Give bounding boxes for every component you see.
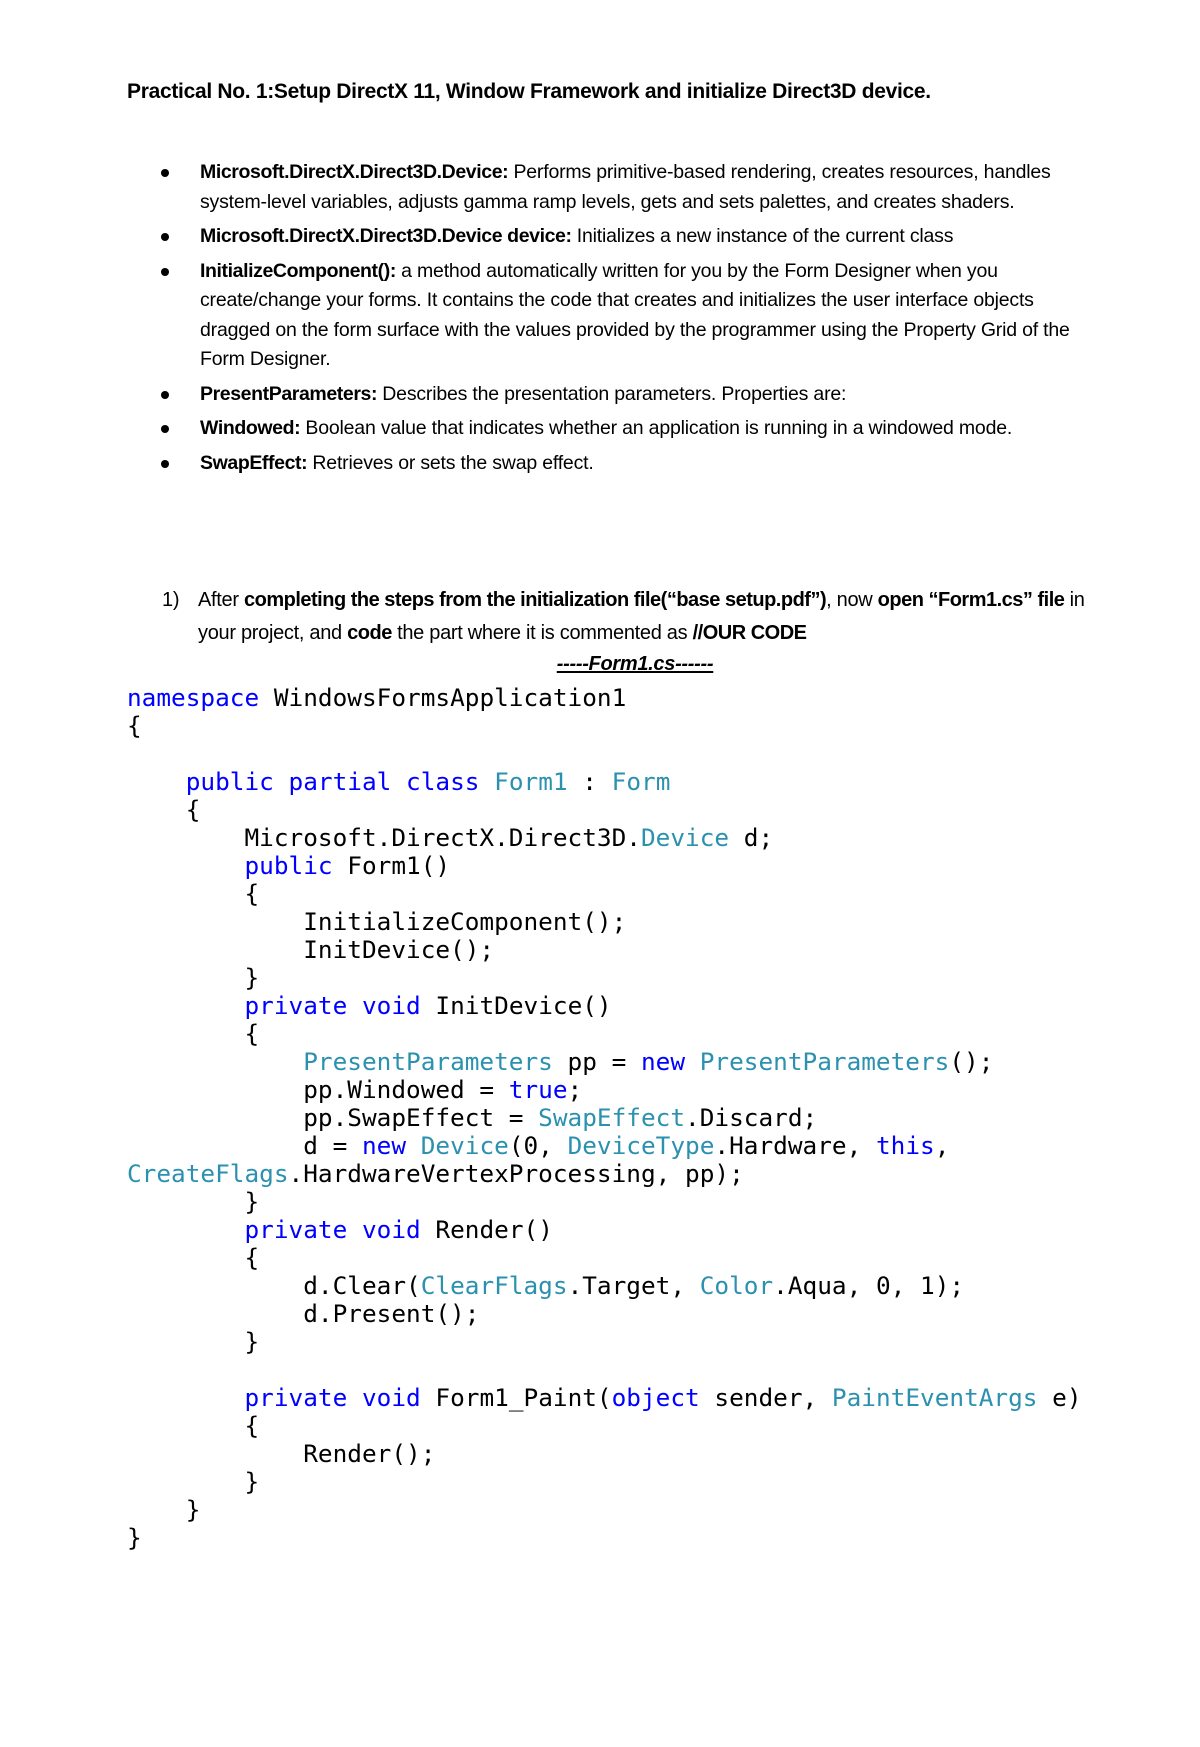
code-line bbox=[127, 852, 1082, 880]
code-keyword: void bbox=[361, 1215, 421, 1244]
code-text bbox=[127, 767, 186, 796]
code-line bbox=[127, 740, 1082, 768]
code-text bbox=[479, 767, 494, 796]
bullet-description: Describes the presentation parameters. Properties are: bbox=[377, 382, 847, 405]
definition-list bbox=[160, 158, 1080, 483]
code-keyword: public bbox=[185, 767, 274, 796]
step-text bbox=[162, 584, 1092, 650]
bullet-description: Performs primitive-based rendering, creates resources, handles system-level variables, adjusts gamma ramp levels, gets and sets palettes, and creates shaders. bbox=[200, 161, 1051, 213]
code-text: : bbox=[567, 767, 612, 796]
code-keyword: this bbox=[875, 1131, 935, 1160]
code-text: WindowsFormsApplication1 bbox=[259, 683, 627, 712]
code-text: Render() bbox=[420, 1215, 553, 1244]
step-text-part: completing the steps from the initialization file(“base setup.pdf”) bbox=[244, 589, 827, 611]
code-line bbox=[127, 936, 1082, 964]
code-keyword: private bbox=[244, 991, 348, 1020]
bullet-term: InitializeComponent(): bbox=[200, 259, 396, 282]
code-line bbox=[127, 1272, 1082, 1300]
bullet-description: a method automatically written for you by the Form Designer when you create/change your forms. It contains the code that creates and initializes the user interface objects dragged on the form surface with the values provided by the programmer using the Property Grid of the Form Designer. bbox=[200, 259, 1070, 370]
bullet-term: Microsoft.DirectX.Direct3D.Device device: bbox=[200, 225, 572, 247]
code-text: { bbox=[127, 1411, 260, 1440]
code-keyword: public bbox=[244, 851, 333, 880]
code-keyword: true bbox=[508, 1075, 568, 1104]
bullet-item bbox=[160, 158, 1080, 217]
code-text bbox=[127, 991, 244, 1020]
code-type: PresentParameters bbox=[303, 1047, 553, 1076]
page-title: Practical No. 1:Setup DirectX 11, Window Framework and initialize Direct3D device. bbox=[127, 80, 931, 103]
code-text bbox=[391, 767, 406, 796]
code-line bbox=[127, 992, 1082, 1020]
code-text: Microsoft.DirectX.Direct3D. bbox=[127, 823, 641, 852]
step-text-part: in your project, and bbox=[198, 589, 1085, 644]
code-keyword: new bbox=[361, 1131, 407, 1160]
bullet-description: Retrieves or sets the swap effect. bbox=[307, 451, 594, 474]
code-keyword: private bbox=[244, 1215, 348, 1244]
code-text: e) bbox=[1037, 1383, 1082, 1412]
code-line bbox=[127, 1188, 1082, 1216]
code-text: Form1() bbox=[332, 851, 451, 880]
code-text: } bbox=[127, 1467, 260, 1496]
code-text: { bbox=[127, 795, 201, 824]
code-keyword: new bbox=[640, 1047, 686, 1076]
code-keyword: private bbox=[244, 1383, 348, 1412]
code-type: CreateFlags bbox=[127, 1159, 289, 1188]
bullet-description: Initializes a new instance of the current class bbox=[571, 225, 954, 247]
bullet-item bbox=[160, 257, 1080, 375]
bullet-dot-icon bbox=[161, 233, 169, 241]
bullet-term: Microsoft.DirectX.Direct3D.Device: bbox=[200, 161, 509, 183]
code-text: pp.Windowed = bbox=[127, 1075, 509, 1104]
code-line bbox=[127, 1468, 1082, 1496]
code-text: .HardwareVertexProcessing, pp); bbox=[288, 1159, 744, 1188]
code-text: d.Present(); bbox=[127, 1299, 480, 1328]
code-text: } bbox=[127, 1523, 142, 1552]
code-text: } bbox=[127, 963, 260, 992]
bullet-term: SwapEffect: bbox=[200, 451, 308, 474]
code-text bbox=[406, 1131, 421, 1160]
code-line bbox=[127, 1132, 1082, 1160]
code-text: } bbox=[127, 1187, 260, 1216]
code-keyword: void bbox=[361, 991, 421, 1020]
code-text: (0, bbox=[508, 1131, 568, 1160]
step-text-part: open “Form1.cs” file bbox=[877, 589, 1065, 611]
bullet-dot-icon bbox=[161, 460, 169, 468]
bullet-item bbox=[160, 449, 1080, 479]
step-number: 1) bbox=[162, 589, 180, 611]
step-text-part: After bbox=[198, 589, 244, 611]
code-text: InitDevice(); bbox=[127, 935, 495, 964]
code-text: pp.SwapEffect = bbox=[127, 1103, 539, 1132]
code-text: pp = bbox=[552, 1047, 641, 1076]
code-text: Render(); bbox=[127, 1439, 436, 1468]
code-text: } bbox=[127, 1495, 201, 1524]
code-keyword: void bbox=[361, 1383, 421, 1412]
code-text: d = bbox=[127, 1131, 362, 1160]
code-text bbox=[127, 1383, 244, 1412]
code-type: Form1 bbox=[494, 767, 568, 796]
code-text: InitializeComponent(); bbox=[127, 907, 627, 936]
code-line bbox=[127, 1496, 1082, 1524]
code-line bbox=[127, 1048, 1082, 1076]
instruction-step bbox=[162, 584, 1092, 650]
bullet-item bbox=[160, 414, 1080, 444]
bullet-item bbox=[160, 380, 1080, 410]
code-line bbox=[127, 1300, 1082, 1328]
code-line bbox=[127, 1440, 1082, 1468]
code-line bbox=[127, 1020, 1082, 1048]
code-text: d.Clear( bbox=[127, 1271, 421, 1300]
code-type: ClearFlags bbox=[420, 1271, 568, 1300]
code-text: ; bbox=[567, 1075, 583, 1104]
code-line bbox=[127, 1076, 1082, 1104]
code-text bbox=[347, 1215, 362, 1244]
step-text-part: the part where it is commented as bbox=[391, 622, 693, 644]
code-type: Device bbox=[640, 823, 730, 852]
code-line bbox=[127, 1412, 1082, 1440]
code-line bbox=[127, 768, 1082, 796]
step-text-part: //OUR CODE bbox=[692, 622, 807, 644]
code-line bbox=[127, 908, 1082, 936]
code-text bbox=[127, 1047, 303, 1076]
code-text: { bbox=[127, 879, 260, 908]
code-type: PresentParameters bbox=[699, 1047, 950, 1076]
code-text bbox=[347, 991, 362, 1020]
code-text: { bbox=[127, 1243, 260, 1272]
code-type: SwapEffect bbox=[538, 1103, 686, 1132]
bullet-dot-icon bbox=[161, 169, 169, 177]
code-text: (); bbox=[949, 1047, 994, 1076]
code-text bbox=[127, 1215, 244, 1244]
code-text: InitDevice() bbox=[420, 991, 612, 1020]
code-text bbox=[274, 767, 289, 796]
code-text bbox=[127, 851, 244, 880]
code-text: , bbox=[934, 1131, 950, 1160]
bullet-dot-icon bbox=[161, 425, 169, 433]
code-line bbox=[127, 796, 1082, 824]
code-text: .Discard; bbox=[685, 1103, 818, 1132]
code-line bbox=[127, 824, 1082, 852]
code-keyword: class bbox=[406, 767, 480, 796]
code-keyword: object bbox=[611, 1383, 700, 1412]
code-text: .Target, bbox=[567, 1271, 700, 1300]
code-text: Form1_Paint( bbox=[420, 1383, 612, 1412]
code-text: .Hardware, bbox=[714, 1131, 876, 1160]
code-text: d; bbox=[729, 823, 774, 852]
code-line bbox=[127, 1216, 1082, 1244]
code-text: sender, bbox=[699, 1383, 832, 1412]
code-line bbox=[127, 1328, 1082, 1356]
code-line bbox=[127, 1160, 1082, 1188]
bullet-item bbox=[160, 222, 1080, 252]
code-text bbox=[685, 1047, 700, 1076]
code-text: { bbox=[127, 711, 142, 740]
bullet-dot-icon bbox=[161, 391, 169, 399]
code-file-label: -----Form1.cs------ bbox=[556, 653, 714, 675]
code-type: PaintEventArgs bbox=[831, 1383, 1038, 1412]
code-text: .Aqua, 0, 1); bbox=[773, 1271, 965, 1300]
code-line bbox=[127, 1384, 1082, 1412]
code-text: { bbox=[127, 1019, 260, 1048]
code-type: Color bbox=[699, 1271, 774, 1300]
code-line bbox=[127, 964, 1082, 992]
bullet-term: PresentParameters: bbox=[200, 382, 378, 405]
bullet-description: Boolean value that indicates whether an application is running in a windowed mode. bbox=[300, 417, 1013, 439]
code-keyword: partial bbox=[288, 767, 392, 796]
bullet-term: Windowed: bbox=[200, 417, 301, 439]
code-text: } bbox=[127, 1327, 260, 1356]
step-text-part: , now bbox=[826, 589, 878, 611]
code-type: Device bbox=[420, 1131, 509, 1160]
code-text bbox=[347, 1383, 362, 1412]
code-line bbox=[127, 712, 1082, 740]
code-line bbox=[127, 880, 1082, 908]
code-keyword: namespace bbox=[127, 683, 260, 712]
code-line bbox=[127, 1356, 1082, 1384]
code-line bbox=[127, 1524, 1082, 1552]
code-block bbox=[127, 684, 1082, 1552]
code-line bbox=[127, 1244, 1082, 1272]
code-line bbox=[127, 1104, 1082, 1132]
bullet-dot-icon bbox=[161, 268, 169, 276]
code-type: Form bbox=[611, 767, 671, 796]
step-text-part: code bbox=[347, 622, 392, 644]
code-type: DeviceType bbox=[567, 1131, 715, 1160]
code-line bbox=[127, 684, 1082, 712]
